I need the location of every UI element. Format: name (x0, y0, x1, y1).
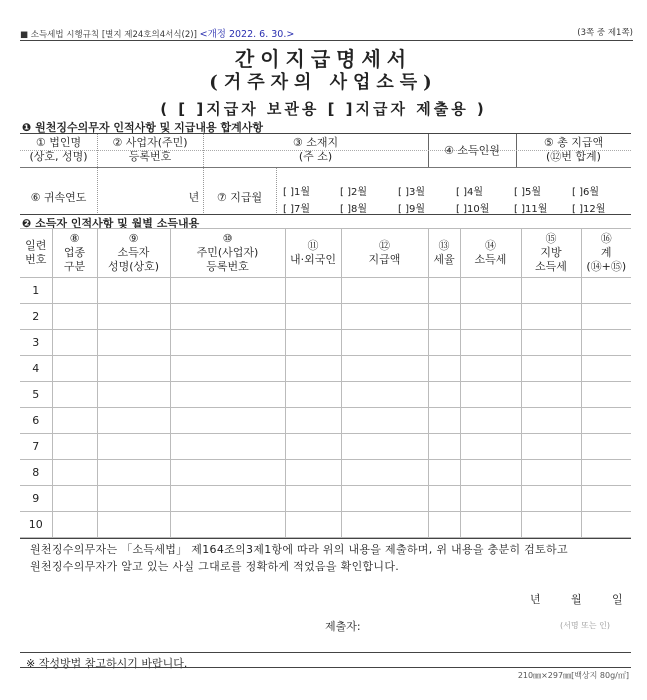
paper-size: 210㎜×297㎜[백상지 80g/㎡] (517, 671, 629, 680)
col-business-type: ⑧ 업종 구분 (52, 229, 97, 278)
year-unit: 년 (188, 191, 200, 204)
page-indicator: (3쪽 중 제1쪽) (577, 28, 633, 38)
month-checkbox-5[interactable]: [ ]5월 (514, 187, 542, 198)
row-number: 6 (20, 408, 52, 434)
col-paid-amount: ⑫ 지급액 (341, 229, 428, 278)
row-number: 8 (20, 460, 52, 486)
label-corp-name: ① 법인명 (상호, 성명) (29, 136, 88, 163)
month-checkbox-3[interactable]: [ ]3월 (398, 187, 426, 198)
confirmation-line2: 원천징수의무자가 알고 있는 사실 그대로를 정확하게 적었음을 확인합니다. (30, 560, 400, 573)
row-number: 5 (20, 382, 52, 408)
date-year[interactable]: 년 (530, 593, 541, 606)
label-pay-month: ⑦ 지급월 (216, 191, 263, 204)
row-number: 7 (20, 434, 52, 460)
table-row (20, 382, 631, 408)
confirmation-line1: 원천징수의무자는 「소득세법」 제164조의3제1항에 따라 위의 내용을 제출하며, 위 내용을 충분히 검토하고 (30, 543, 568, 556)
copy-type-checkboxes[interactable]: ( [ ]지급자 보관용 [ ]지급자 제출용 ) (160, 100, 487, 118)
month-checkbox-9[interactable]: [ ]9월 (398, 204, 426, 215)
form-code: ■ 소득세법 시행규칙 [별지 제24호의4서식(2)] <개정 2022. 6. 30.> (20, 29, 295, 40)
table-row (20, 304, 631, 330)
table-row (20, 486, 631, 512)
signature-placeholder[interactable]: (서명 또는 인) (560, 621, 610, 630)
table-row (20, 408, 631, 434)
month-checkbox-4[interactable]: [ ]4월 (456, 187, 484, 198)
month-checkbox-6[interactable]: [ ]6월 (572, 187, 600, 198)
month-checkbox-8[interactable]: [ ]8월 (340, 204, 368, 215)
table-header-row (20, 229, 631, 278)
row-number: 3 (20, 330, 52, 356)
section1-mid-rule (20, 167, 631, 168)
table-row (20, 356, 631, 382)
date-month[interactable]: 월 (571, 593, 582, 606)
submitter-label: 제출자: (325, 620, 361, 633)
table-row (20, 434, 631, 460)
table-row (20, 278, 631, 304)
label-reg-number: ② 사업자(주민) 등록번호 (112, 136, 188, 163)
col-reg-number: ⑩ 주민(사업자) 등록번호 (170, 229, 285, 278)
form-title: 간이지급명세서 (234, 47, 413, 71)
col-nationality: ⑪ 내·외국인 (285, 229, 341, 278)
table-row (20, 460, 631, 486)
income-detail-table (20, 228, 631, 538)
section2-heading: ❷ 소득자 인적사항 및 월별 소득내용 (22, 217, 200, 230)
header-rule (20, 40, 633, 41)
month-checkbox-12[interactable]: [ ]12월 (572, 204, 606, 215)
col-income-tax: ⑭ 소득세 (460, 229, 521, 278)
month-checkbox-11[interactable]: [ ]11월 (514, 204, 548, 215)
row-number: 4 (20, 356, 52, 382)
col-serial: 일련 번호 (20, 229, 52, 278)
label-income-count: ④ 소득인원 (444, 144, 500, 157)
label-total-paid: ⑤ 총 지급액 (⑫번 합계) (543, 136, 604, 163)
row-number: 2 (20, 304, 52, 330)
col-total: ⑯ 계 (⑭+⑮) (581, 229, 631, 278)
row-number: 9 (20, 486, 52, 512)
month-checkbox-7[interactable]: [ ]7월 (283, 204, 311, 215)
form-header (20, 26, 633, 40)
instruction-note: ※ 작성방법 참고하시기 바랍니다. (26, 657, 188, 670)
col-local-tax: ⑮ 지방 소득세 (521, 229, 581, 278)
label-attribution-year: ⑥ 귀속연도 (30, 191, 87, 204)
month-checkbox-2[interactable]: [ ]2월 (340, 187, 368, 198)
month-checkbox-1[interactable]: [ ]1월 (283, 187, 311, 198)
date-day[interactable]: 일 (612, 593, 623, 606)
col-earner-name: ⑨ 소득자 성명(상호) (97, 229, 170, 278)
row-number: 1 (20, 278, 52, 304)
table-row (20, 512, 631, 538)
month-checkbox-10[interactable]: [ ]10월 (456, 204, 490, 215)
form-subtitle: (거주자의 사업소득) (209, 72, 438, 93)
section1-heading: ❶ 원천징수의무자 인적사항 및 지급내용 합계사항 (22, 121, 263, 134)
table-row (20, 330, 631, 356)
revision-date: <개정 2022. 6. 30.> (199, 29, 295, 40)
row-number: 10 (20, 512, 52, 538)
label-address: ③ 소재지 (주 소) (292, 136, 339, 163)
col-tax-rate: ⑬ 세율 (428, 229, 460, 278)
